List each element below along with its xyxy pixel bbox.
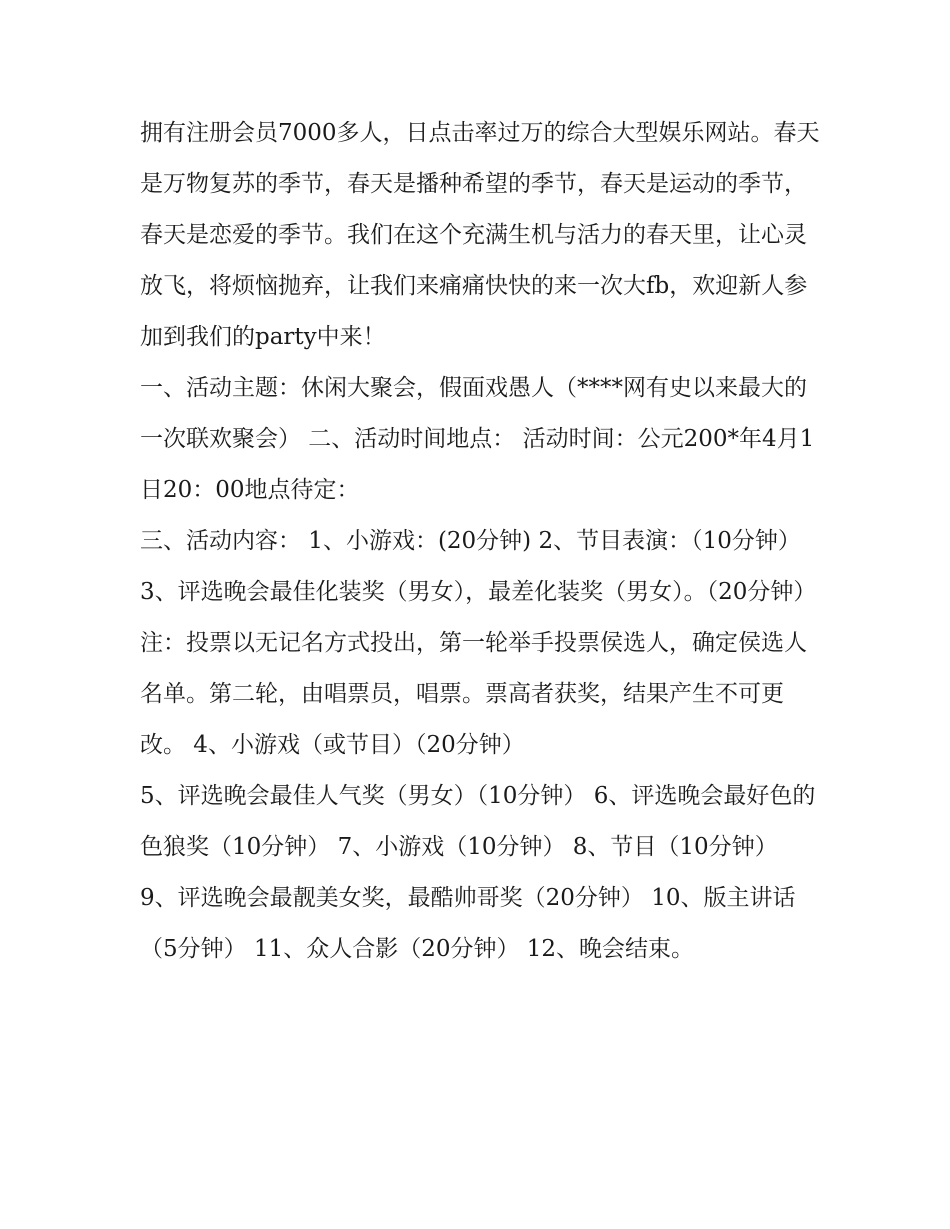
paragraph-intro: 拥有注册会员7000多人，日点击率过万的综合大型娱乐网站。春天是万物复苏的季节，春天是播种希望的季节，春天是运动的季节，春天是恋爱的季节。我们在这个充满生机与活力的春天里，让心灵放飞，将烦恼抛弃，让我们来痛痛快快的来一次大fb，欢迎新人参加到我们的party中来！ xyxy=(140,120,820,350)
paragraph-theme-time: 一、活动主题：休闲大聚会，假面戏愚人（****网有史以来最大的一次联欢聚会） 二、活动时间地点： 活动时间：公元200*年4月1日20：00地点待定： xyxy=(140,375,815,503)
paragraph-awards: 5、评选晚会最佳人气奖（男女）（10分钟） 6、评选晚会最好色的色狼奖（10分钟） 7、小游戏（10分钟） 8、节目（10分钟） xyxy=(140,783,816,860)
paragraph-note: 注：投票以无记名方式投出，第一轮举手投票侯选人，确定侯选人名单。第二轮，由唱票员，唱票。票高者获奖，结果产生不可更改。 4、小游戏（或节目）（20分钟） xyxy=(140,630,807,758)
paragraph-closing: 9、评选晚会最靓美女奖，最酷帅哥奖（20分钟） 10、版主讲话（5分钟） 11、众人合影（20分钟） 12、晚会结束。 xyxy=(140,885,796,962)
paragraph-activities: 三、活动内容： 1、小游戏：(20分钟) 2、节目表演：（10分钟） 3、评选晚会最佳化装奖（男女），最差化装奖（男女）。（20分钟） xyxy=(140,528,817,605)
document-body xyxy=(140,108,820,975)
